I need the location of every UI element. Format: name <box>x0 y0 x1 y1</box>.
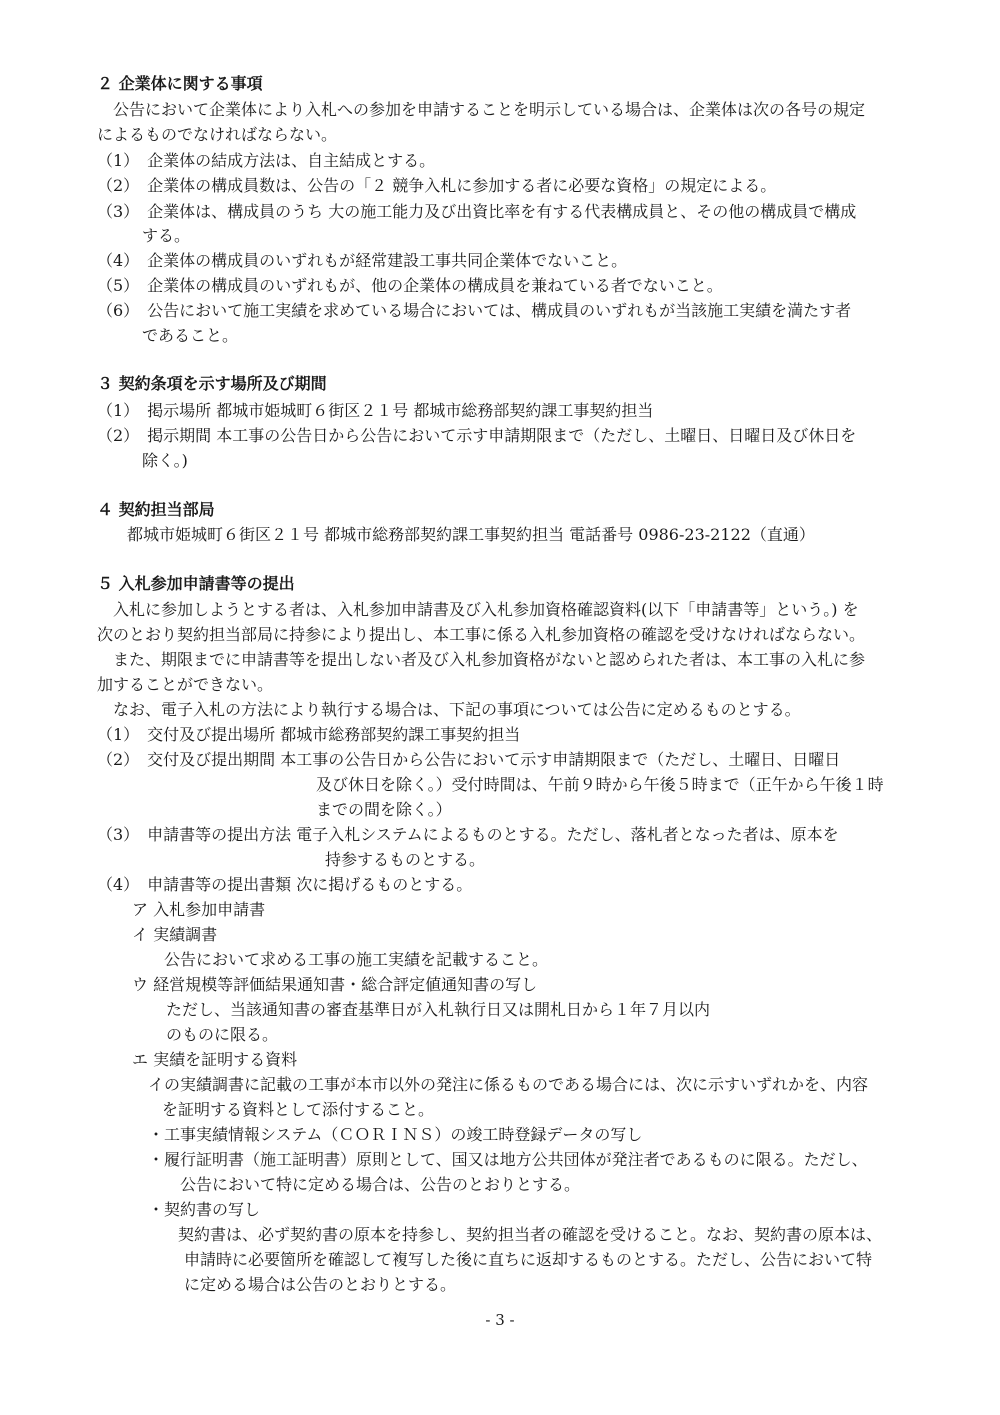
subitem-u-detail-2: のものに限る。 <box>166 1025 279 1044</box>
section-5-item-2-cont-2: までの間を除く。） <box>316 800 452 819</box>
section-2-item-6: （6） 公告において施工実績を求めている場合においては、構成員のいずれもが当該施工実績を満たす者 <box>97 301 852 320</box>
section-5-item-2: （2） 交付及び提出期間 本工事の公告日から公告において示す申請期限まで（ただし、土曜日、日曜日 <box>97 750 841 769</box>
section-2-item-4: （4） 企業体の構成員のいずれもが経常建設工事共同企業体でないこと。 <box>97 251 628 270</box>
section-3-item-2: （2） 掲示期間 本工事の公告日から公告において示す申請期限まで（ただし、土曜日、日曜日及び休日を <box>97 426 857 445</box>
subitem-i: イ 実績調書 <box>132 925 218 944</box>
page-number: - 3 - <box>485 1311 515 1329</box>
subitem-u: ウ 経営規模等評価結果通知書・総合評定値通知書の写し <box>132 975 538 994</box>
section-5-para-1-cont: 次のとおり契約担当部局に持参により提出し、本工事に係る入札参加資格の確認を受けなければならない。 <box>97 625 866 644</box>
contract-copy-detail-3: に定める場合は公告のとおりとする。 <box>184 1275 457 1294</box>
section-5-heading: ５ 入札参加申請書等の提出 <box>97 574 295 593</box>
subitem-e-detail-1: イの実績調書に記載の工事が本市以外の発注に係るものである場合には、次に示すいずれかを、内容 <box>148 1075 869 1094</box>
section-5-item-2-cont-1: 及び休日を除く。）受付時間は、午前９時から午後５時まで（正午から午後１時 <box>316 775 884 794</box>
bullet-performance-certificate: ・履行証明書（施工証明書）原則として、国又は地方公共団体が発注者であるものに限る。ただし、 <box>148 1150 868 1169</box>
contract-copy-detail-1: 契約書は、必ず契約書の原本を持参し、契約担当者の確認を受けること。なお、契約書の原本は、 <box>178 1225 883 1244</box>
section-2-item-1: （1） 企業体の結成方法は、自主結成とする。 <box>97 151 436 170</box>
section-2-item-3-cont: する。 <box>142 226 191 245</box>
section-5-para-3: なお、電子入札の方法により執行する場合は、下記の事項については公告に定めるものとする。 <box>113 700 801 719</box>
section-2-item-3: （3） 企業体は、構成員のうち 大の施工能力及び出資比率を有する代表構成員と、その他の構成員で構成 <box>97 202 857 221</box>
subitem-i-detail: 公告において求める工事の施工実績を記載すること。 <box>164 950 549 969</box>
section-2-intro-line-2: によるものでなければならない。 <box>97 125 338 144</box>
section-5-para-2: また、期限までに申請書等を提出しない者及び入札参加資格がないと認められた者は、本工事の入札に参 <box>113 650 866 669</box>
section-5-para-2-cont: 加することができない。 <box>97 675 274 694</box>
section-4-body: 都城市姫城町６街区２１号 都城市総務部契約課工事契約担当 電話番号 0986-23-2122（直通） <box>127 525 815 544</box>
section-3-item-2-cont: 除く。) <box>142 451 188 470</box>
contract-copy-detail-2: 申請時に必要箇所を確認して複写した後に直ちに返却するものとする。ただし、公告において特 <box>184 1250 873 1269</box>
section-2-heading: ２ 企業体に関する事項 <box>97 74 263 93</box>
section-5-item-1: （1） 交付及び提出場所 都城市総務部契約課工事契約担当 <box>97 725 521 744</box>
subitem-e: エ 実績を証明する資料 <box>132 1050 298 1069</box>
section-3-item-1: （1） 掲示場所 都城市姫城町６街区２１号 都城市総務部契約課工事契約担当 <box>97 401 654 420</box>
bullet-contract-copy: ・契約書の写し <box>148 1200 261 1219</box>
section-5-item-3-cont: 持参するものとする。 <box>325 850 486 869</box>
section-5-item-3: （3） 申請書等の提出方法 電子入札システムによるものとする。ただし、落札者となった者は、原本を <box>97 825 839 844</box>
bullet-corins: ・工事実績情報システム（ＣＯＲＩＮＳ）の竣工時登録データの写し <box>148 1125 643 1144</box>
subitem-e-detail-2: を証明する資料として添付すること。 <box>162 1100 435 1119</box>
bullet-performance-certificate-cont: 公告において特に定める場合は、公告のとおりとする。 <box>180 1175 581 1194</box>
section-3-heading: ３ 契約条項を示す場所及び期間 <box>97 374 327 393</box>
section-5-item-4: （4） 申請書等の提出書類 次に掲げるものとする。 <box>97 875 473 894</box>
section-2-item-5: （5） 企業体の構成員のいずれもが、他の企業体の構成員を兼ねている者でないこと。 <box>97 276 723 295</box>
section-4-heading: ４ 契約担当部局 <box>97 500 215 519</box>
section-2-item-2: （2） 企業体の構成員数は、公告の「２ 競争入札に参加する者に必要な資格」の規定による。 <box>97 176 777 195</box>
section-5-para-1: 入札に参加しようとする者は、入札参加申請書及び入札参加資格確認資料(以下「申請書等」という。) を <box>113 600 859 619</box>
section-2-item-6-cont: であること。 <box>142 326 239 345</box>
section-2-intro-line-1: 公告において企業体により入札への参加を申請することを明示している場合は、企業体は次の各号の規定 <box>113 100 866 119</box>
subitem-a: ア 入札参加申請書 <box>132 900 266 919</box>
subitem-u-detail-1: ただし、当該通知書の審査基準日が入札執行日又は開札日から１年７月以内 <box>166 1000 711 1019</box>
